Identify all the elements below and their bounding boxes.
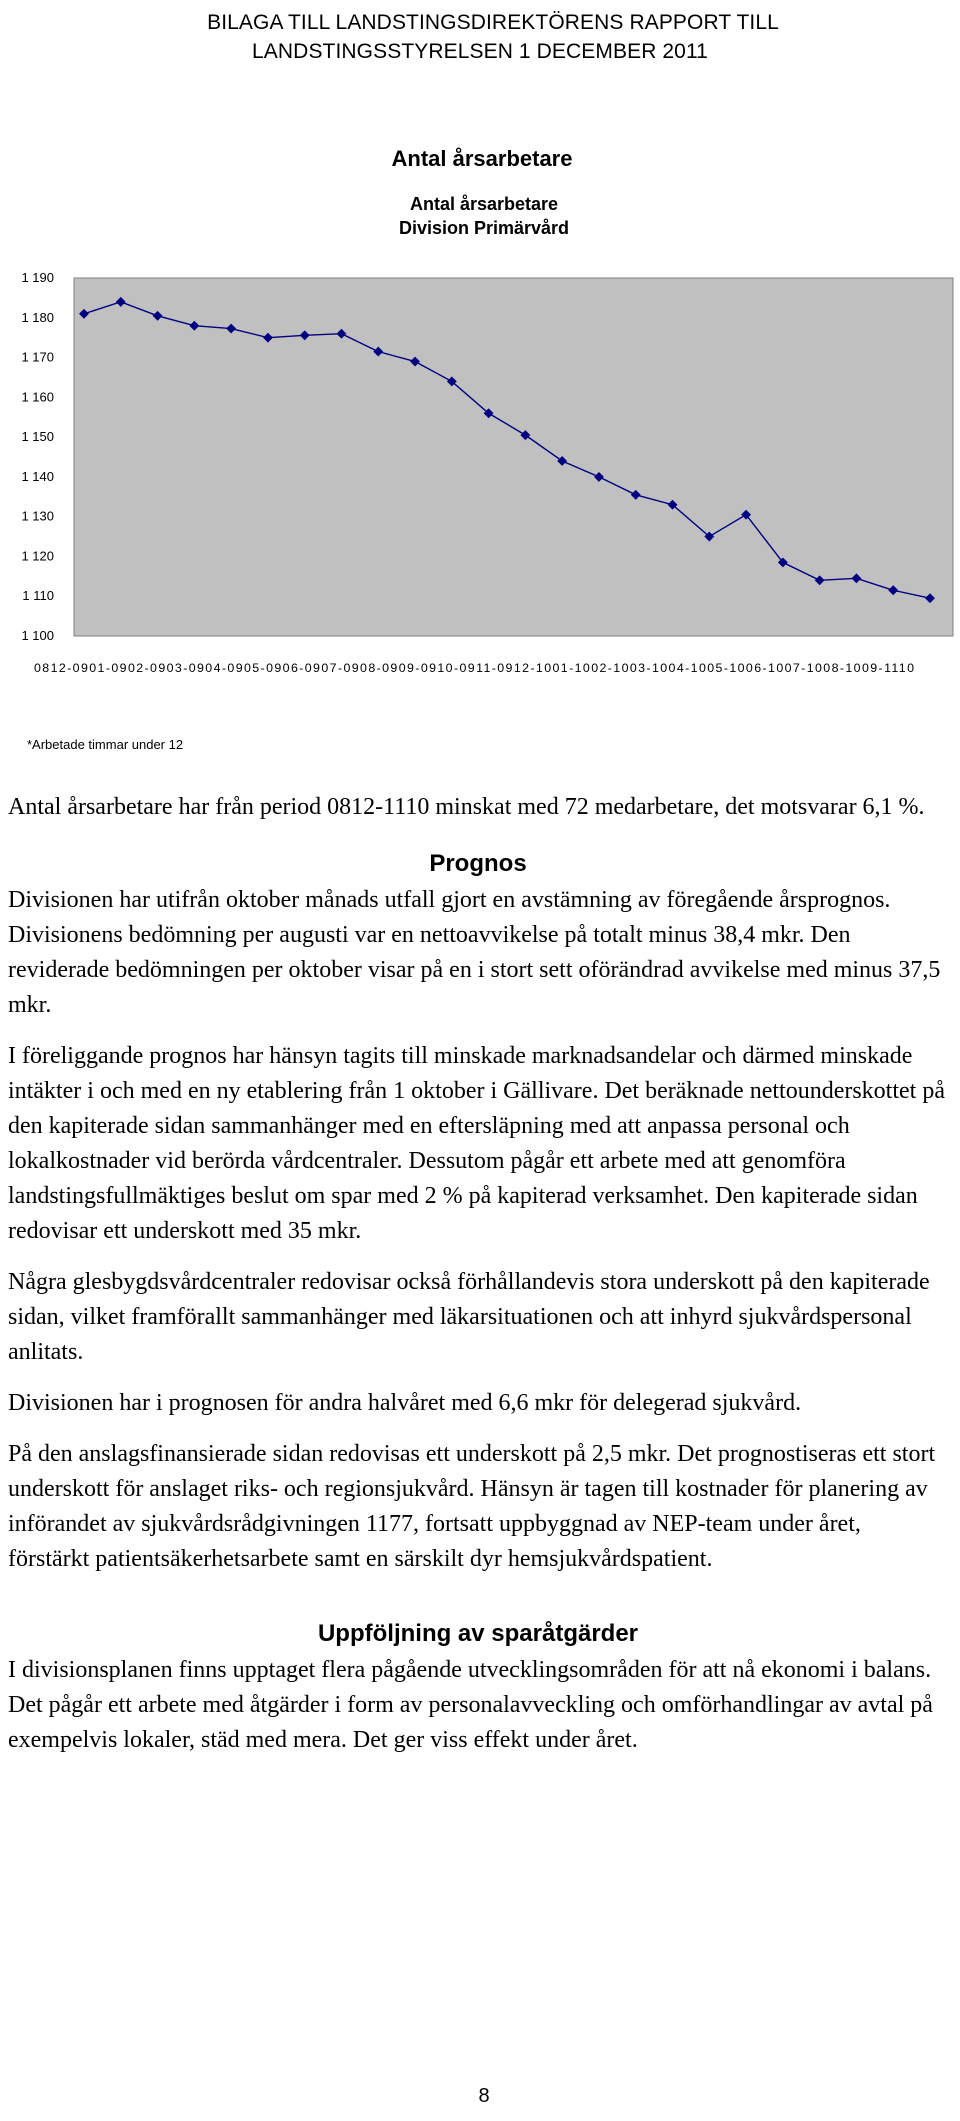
chart-subtitle-line-2: Division Primärvård	[398, 218, 570, 238]
y-tick-label: 1 170	[21, 349, 54, 365]
paragraph-prognos-3: Några glesbygdsvårdcentraler redovisar också förhållandevis stora underskott på den kapiterade sidan, vilket framförallt sammanhänger med läkarsituationen och att inhyrd sjukvårdspersonal anlitats.	[8, 1269, 930, 1365]
heading-prognos: Prognos	[429, 850, 527, 877]
paragraph-prognos-5: På den anslagsfinansierade sidan redovisas ett underskott på 2,5 mkr. Det prognostiseras ett stort underskott för anslaget riks- och regionsjukvård. Hänsyn är tagen till kostnader för planering av införandet av sjukvårdsrådgivningen 1177, fortsatt uppbyggnad av NEP-team under året, förstärkt patientsäkerhetsarbete samt en särskilt dyr hemsjukvårdspatient.	[8, 1441, 936, 1572]
y-tick-label: 1 180	[21, 309, 54, 325]
paragraph-prognos-1: Divisionen har utifrån oktober månads utfall gjort en avstämning av föregående årsprognos. Divisionens bedömning per augusti var en nettoavvikelse på totalt minus 38,4 mkr. Den reviderade bedömningen per oktober visar på en i stort sett oförändrad avvikelse med minus 37,5 mkr.	[8, 887, 941, 1018]
document-header	[0, 8, 960, 66]
y-tick-label: 1 110	[22, 588, 54, 604]
y-tick-label: 1 140	[21, 468, 54, 484]
paragraph-uppfoljning: I divisionsplanen finns upptaget flera pågående utvecklingsområden för att nå ekonomi i balans. Det pågår ett arbete med åtgärder i form av personalavveckling och omförhandlingar av avtal på exempelvis lokaler, städ med mera. Det ger viss effekt under året.	[8, 1657, 933, 1753]
staff-line-chart	[0, 130, 960, 690]
page-number: 8	[478, 2085, 490, 2107]
y-tick-label: 1 100	[21, 628, 54, 643]
heading-uppfoljning: Uppföljning av sparåtgärder	[317, 1620, 639, 1647]
paragraph-staff-summary: Antal årsarbetare har från period 0812-1110 minskat med 72 medarbetare, det motsvarar 6,1 %.	[8, 794, 925, 820]
chart-footnote: *Arbetade timmar under 12	[27, 737, 184, 752]
y-tick-label: 1 150	[21, 429, 54, 445]
paragraph-prognos-4: Divisionen har i prognosen för andra halvåret med 6,6 mkr för delegerad sjukvård.	[8, 1390, 802, 1416]
y-tick-label: 1 190	[21, 270, 54, 285]
y-axis	[21, 270, 54, 643]
y-tick-label: 1 120	[21, 548, 54, 564]
header-line-2: LANDSTINGSSTYRELSEN 1 DECEMBER 2011	[252, 40, 708, 63]
chart-subtitle-line-1: Antal årsarbetare	[409, 194, 559, 214]
body-text	[8, 790, 948, 1774]
paragraph-prognos-2: I föreliggande prognos har hänsyn tagits till minskade marknadsandelar och därmed minskade intäkter i och med en ny etablering från 1 oktober i Gällivare. Det beräknade nettounderskottet på den kapiterade sidan sammanhänger med en eftersläpning med att anpassa personal och lokalkostnader vid berörda vårdcentraler. Dessutom pågår ett arbete med att genomföra landstingsfullmäktiges beslut om spar med 2 % på kapiterad verksamhet. Den kapiterade sidan redovisar ett underskott med 35 mkr.	[8, 1043, 945, 1244]
y-tick-label: 1 160	[21, 389, 54, 405]
x-tick-labels: 0812-0901-0902-0903-0904-0905-0906-0907-0908-0909-0910-0911-0912-1001-1002-1003-1004-1005-1006-1007-1008-1009-1110	[34, 661, 914, 675]
chart-title: Antal årsarbetare	[391, 146, 573, 171]
header-line-1: BILAGA TILL LANDSTINGSDIREKTÖRENS RAPPORT TILL	[207, 11, 779, 34]
y-tick-label: 1 130	[21, 508, 54, 524]
